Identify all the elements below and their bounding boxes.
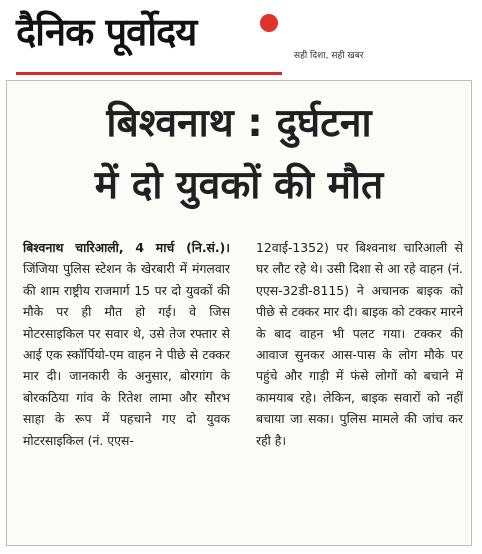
newspaper-logo: दैनिक पूर्वोदय <box>16 10 197 54</box>
logo-dot-icon <box>260 14 278 32</box>
article-dateline: बिश्वनाथ चारिआली, 4 मार्च (नि.सं.)। <box>23 240 230 255</box>
column-2-text: 12वाई-1352) पर बिश्वनाथ चारिआली से घर लौट रहे थे। उसी दिशा से आ रहे वाहन (नं. एएस-32डी-8115) ने अचानक बाइक को पीछे से टक्कर मार दी। बाइक को टक्कर मारने के बाद वाहन भी पलट गया। टक्कर की आवाज सुनकर आस-पास के लोग मौके पर पहुंचे और गाड़ी में फंसे लोगों को बचाने में कामयाब रहे। लेकिन, बाइक सवारों को नहीं बचाया जा सका। पुलिस मामले की जांच कर रही है। <box>256 240 463 448</box>
article-column-1 <box>23 237 230 451</box>
masthead-divider <box>16 72 282 75</box>
newspaper-tagline: सही दिशा, सही खबर <box>294 51 364 61</box>
article-headline <box>7 93 471 217</box>
news-clipping <box>6 80 472 546</box>
masthead <box>10 6 472 76</box>
column-1-text: जिंजिया पुलिस स्टेशन के खेरबारी में मंगलवार की शाम राष्ट्रीय राजमार्ग 15 पर दो युवकों की मौके पर ही मौत हो गई। वे जिस मोटरसाइकिल पर सवार थे, उसे तेज रफ्तार से आई एक स्कॉर्पियो-एम वाहन ने पीछे से टक्कर मार दी। जानकारी के अनुसार, बोरगांग के बोरकठिया गांव के रितेश लामा और सौरभ साहा के रूप में पहचाने गए दो युवक मोटरसाइकिल (नं. एएस- <box>23 261 230 448</box>
headline-line-2: में दो युवकों की मौत <box>94 163 384 208</box>
article-body <box>23 237 463 451</box>
headline-line-1: बिश्वनाथ : दुर्घटना <box>106 101 372 146</box>
article-column-2 <box>256 237 463 451</box>
